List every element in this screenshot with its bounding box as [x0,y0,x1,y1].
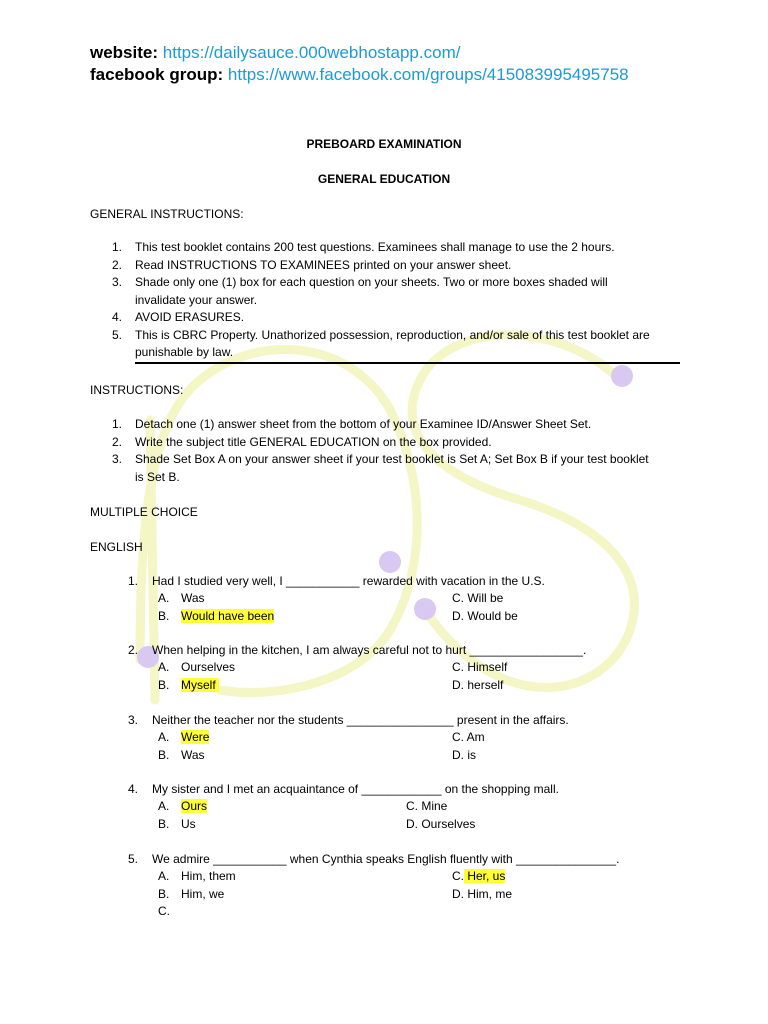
question-stem: 3. Neither the teacher nor the students ________________ present in the affairs. [128,713,569,727]
option-a: A. Ours [158,799,208,813]
general-instructions-list [90,239,690,362]
option-c: C. Himself [452,660,508,674]
list-item: 4. AVOID ERASURES. [112,310,245,324]
exam-subtitle: GENERAL EDUCATION [317,172,451,186]
option-b: B. Myself [158,677,219,695]
option-b: B. Would have been [158,609,275,623]
list-item: 5. This is CBRC Property. Unathorized possession, reproduction, and/or sale of this test booklet are punishable by law. [112,327,650,359]
option-b: B. Him, we [158,887,225,901]
facebook-label: facebook group: [90,65,224,84]
question-stem: 5. We admire ___________ when Cynthia speaks English fluently with _______________. [128,852,620,866]
option-a: A. Ourselves [158,660,236,674]
list-item: 1. This test booklet contains 200 test questions. Examinees shall manage to use the 2 hours. [112,240,615,254]
question-4 [90,781,690,836]
list-item: 3. Shade only one (1) box for each question on your sheets. Two or more boxes shaded will invalidate your answer. [112,275,608,307]
facebook-line [90,64,629,86]
instructions-heading: INSTRUCTIONS: [90,383,184,397]
website-label: website: [90,43,159,62]
question-1 [90,573,690,628]
english-heading: ENGLISH [90,540,143,554]
list-item: 2. Read INSTRUCTIONS TO EXAMINEES printed on your answer sheet. [112,257,512,272]
option-c: C. Mine [406,799,448,813]
section-divider [135,362,680,364]
option-c: C. Am [452,730,485,744]
instructions-list [90,416,690,486]
multiple-choice-heading: MULTIPLE CHOICE [90,505,198,519]
option-c: C. Her, us [452,869,506,883]
option-b: B. Us [158,817,196,831]
option-d: D. Him, me [452,887,513,901]
option-a: A. Were [158,730,210,744]
option-d: D. is [452,748,477,762]
website-line [90,42,629,64]
question-5 [90,851,690,923]
question-3 [90,712,690,767]
option-d: D. Would be [452,609,518,623]
option-d: D. Ourselves [406,817,476,831]
option-d: D. herself [452,678,504,692]
question-2 [90,642,690,697]
option-c: C. Will be [452,591,504,605]
option-a: A. Was [158,591,205,605]
page-header [90,42,629,86]
list-item: 2. Write the subject title GENERAL EDUCATION on the box provided. [112,434,492,449]
option-a: A. Him, them [158,869,236,883]
list-item: 3. Shade Set Box A on your answer sheet if your test booklet is Set A; Set Box B if your test booklet is Set B. [112,452,649,484]
general-instructions-heading: GENERAL INSTRUCTIONS: [90,207,244,221]
option-extra: C. [158,904,170,918]
question-stem: 2. When helping in the kitchen, I am always careful not to hurt _________________. [128,643,587,657]
question-stem: 1. Had I studied very well, I ___________ rewarded with vacation in the U.S. [128,574,545,588]
question-stem: 4. My sister and I met an acquaintance of ____________ on the shopping mall. [128,782,559,796]
list-item: 1. Detach one (1) answer sheet from the bottom of your Examinee ID/Answer Sheet Set. [112,417,592,431]
facebook-link[interactable]: https://www.facebook.com/groups/415083995495758 [227,65,629,84]
website-link[interactable]: https://dailysauce.000webhostapp.com/ [162,43,461,62]
option-b: B. Was [158,748,205,762]
exam-title: PREBOARD EXAMINATION [306,137,462,151]
